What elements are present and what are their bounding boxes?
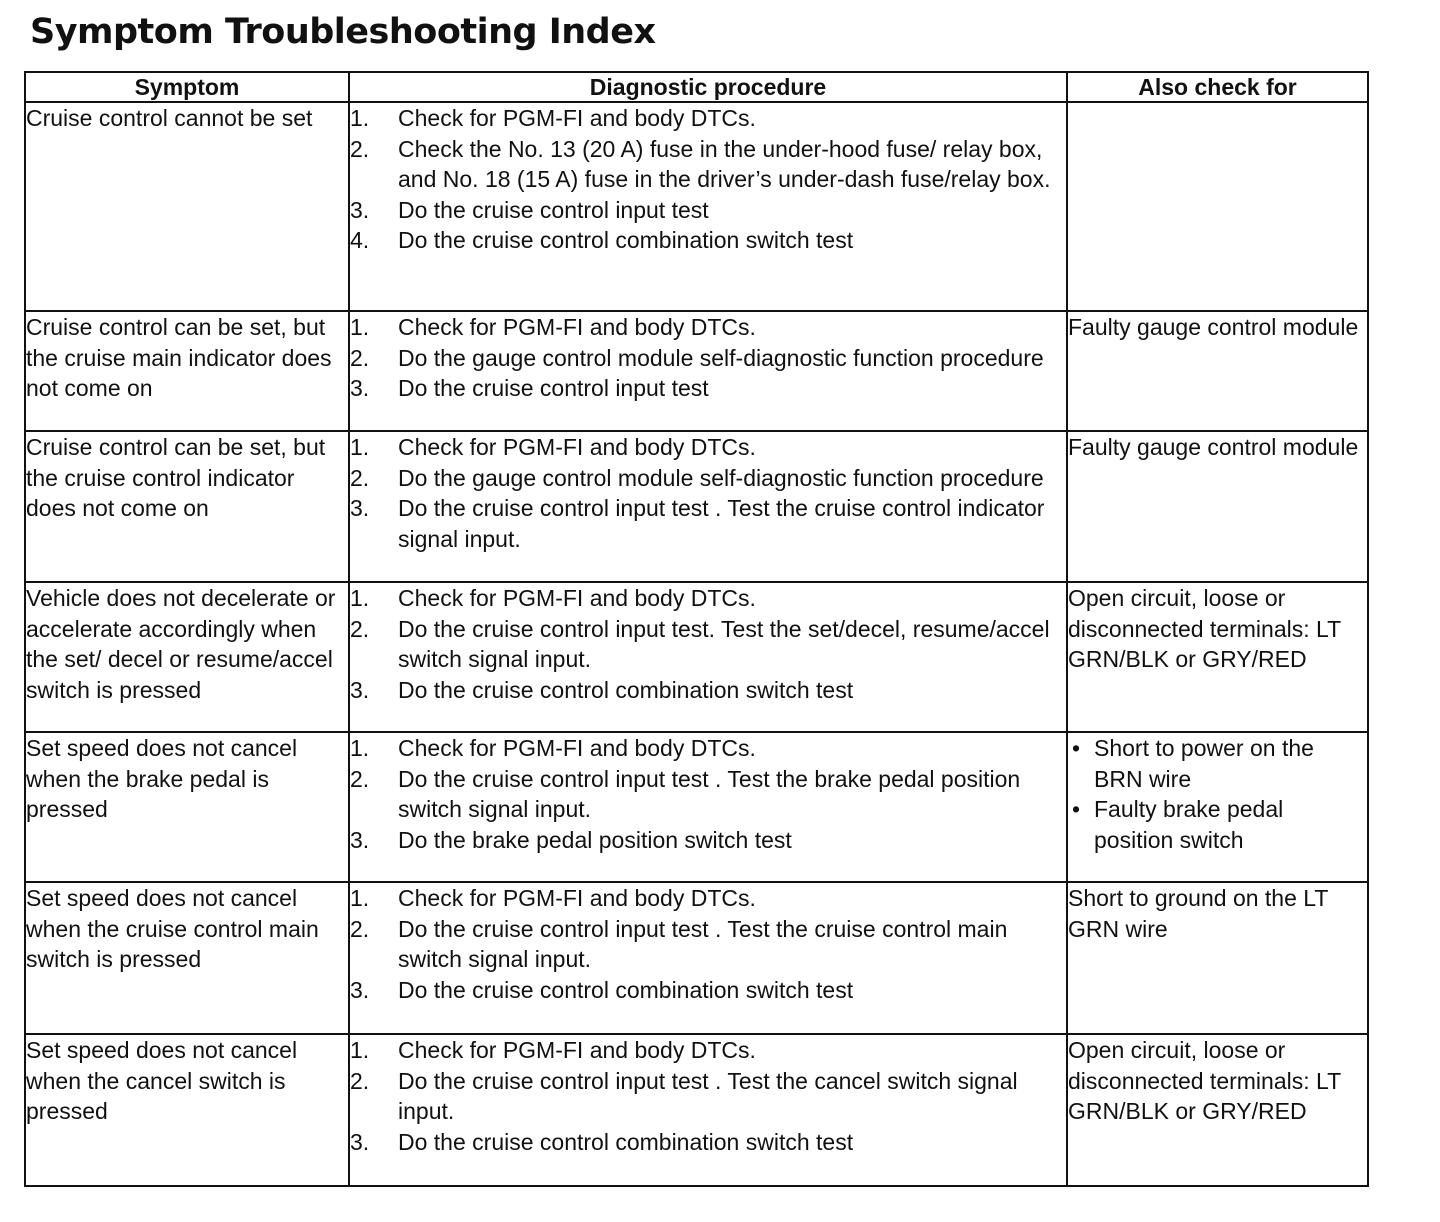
- procedure-step: [350, 493, 1066, 554]
- table-row: [25, 582, 1368, 732]
- procedure-step: [350, 312, 1066, 343]
- step-text: Do the cruise control input test. Test the set/decel, resume/accel switch signal input.: [398, 615, 1050, 672]
- also-check-cell: [1067, 102, 1368, 311]
- step-number: 2.: [350, 135, 370, 162]
- procedure-step: [350, 883, 1066, 914]
- table-row: [25, 102, 1368, 311]
- step-number: 1.: [350, 585, 370, 611]
- step-number: 1.: [350, 434, 370, 460]
- step-text: Do the cruise control input test . Test the cruise control indicator signal input.: [398, 495, 1045, 552]
- also-check-cell: Open circuit, loose or disconnected terminals: LT GRN/BLK or GRY/RED: [1067, 582, 1368, 732]
- step-number: 1.: [350, 1037, 370, 1063]
- step-text: Check for PGM-FI and body DTCs.: [398, 1037, 756, 1063]
- procedure-step: [350, 225, 1066, 256]
- procedure-step: [350, 675, 1066, 706]
- step-number: 1.: [350, 885, 370, 911]
- step-number: 3.: [350, 375, 370, 401]
- table-row: [25, 732, 1368, 882]
- also-check-bullet: [1068, 733, 1367, 794]
- step-number: 3.: [350, 1128, 370, 1155]
- procedure-step: [350, 733, 1066, 764]
- step-text: Check for PGM-FI and body DTCs.: [398, 314, 756, 340]
- table-header-row: [25, 72, 1368, 102]
- bullet-text: Faulty brake pedal position switch: [1094, 796, 1284, 853]
- procedure-step: [350, 914, 1066, 975]
- procedure-cell: [349, 732, 1067, 882]
- page-title: Symptom Troubleshooting Index: [30, 12, 656, 52]
- procedure-step: [350, 1035, 1066, 1066]
- procedure-step: [350, 103, 1066, 134]
- symptom-cell: Set speed does not cancel when the cancel switch is pressed: [25, 1034, 349, 1186]
- table-row: [25, 1034, 1368, 1186]
- table-row: [25, 882, 1368, 1034]
- symptom-cell: Set speed does not cancel when the brake pedal is pressed: [25, 732, 349, 882]
- procedure-step: [350, 195, 1066, 226]
- procedure-step: [350, 583, 1066, 614]
- procedure-step: [350, 825, 1066, 856]
- procedure-step: [350, 764, 1066, 825]
- step-text: Check for PGM-FI and body DTCs.: [398, 735, 756, 761]
- procedure-step: [350, 432, 1066, 463]
- step-text: Check for PGM-FI and body DTCs.: [398, 434, 756, 460]
- step-number: 3.: [350, 976, 370, 1003]
- also-check-bullet: [1068, 794, 1367, 855]
- also-check-cell: Faulty gauge control module: [1067, 431, 1368, 582]
- procedure-cell: [349, 882, 1067, 1034]
- step-text: Check for PGM-FI and body DTCs.: [398, 105, 756, 131]
- step-number: 2.: [350, 615, 370, 642]
- procedure-cell: [349, 582, 1067, 732]
- procedure-step: [350, 463, 1066, 494]
- bullet-icon: •: [1072, 796, 1081, 822]
- step-text: Do the cruise control combination switch test: [398, 227, 854, 253]
- procedure-cell: [349, 102, 1067, 311]
- also-check-cell: [1067, 732, 1368, 882]
- procedure-step: [350, 134, 1066, 195]
- procedure-step: [350, 614, 1066, 675]
- step-text: Do the cruise control input test . Test the brake pedal position switch signal input.: [398, 765, 1021, 822]
- also-check-cell: Short to ground on the LT GRN wire: [1067, 882, 1368, 1034]
- troubleshooting-table: [24, 71, 1369, 1187]
- also-check-cell: Faulty gauge control module: [1067, 311, 1368, 431]
- step-text: Check the No. 13 (20 A) fuse in the under-hood fuse/ relay box, and No. 18 (15 A) fuse in the driver’s under-dash fuse/relay box.: [398, 135, 1051, 192]
- header-also-check-for: Also check for: [1067, 72, 1368, 102]
- step-number: 3.: [350, 676, 370, 703]
- header-diagnostic-procedure: Diagnostic procedure: [349, 72, 1067, 102]
- step-number: 3.: [350, 826, 370, 853]
- step-text: Do the cruise control input test: [398, 196, 709, 223]
- step-text: Do the cruise control combination switch test: [398, 676, 854, 703]
- procedure-cell: [349, 431, 1067, 582]
- step-number: 3.: [350, 196, 370, 223]
- step-text: Check for PGM-FI and body DTCs.: [398, 885, 756, 911]
- symptom-cell: Cruise control cannot be set: [25, 102, 349, 311]
- step-text: Do the cruise control input test . Test the cancel switch signal input.: [398, 1067, 1018, 1124]
- step-text: Check for PGM-FI and body DTCs.: [398, 585, 756, 611]
- step-number: 4.: [350, 227, 370, 253]
- symptom-cell: Cruise control can be set, but the cruise control indicator does not come on: [25, 431, 349, 582]
- procedure-step: [350, 343, 1066, 374]
- step-text: Do the cruise control combination switch test: [398, 976, 854, 1003]
- step-text: Do the gauge control module self-diagnostic function procedure: [398, 344, 1044, 371]
- step-text: Do the cruise control combination switch test: [398, 1128, 854, 1155]
- step-text: Do the cruise control input test: [398, 375, 709, 401]
- table-row: [25, 431, 1368, 582]
- procedure-step: [350, 373, 1066, 404]
- procedure-step: [350, 1127, 1066, 1158]
- procedure-cell: [349, 311, 1067, 431]
- procedure-step: [350, 975, 1066, 1006]
- step-number: 3.: [350, 495, 370, 521]
- step-number: 1.: [350, 735, 370, 761]
- table-row: [25, 311, 1368, 431]
- step-number: 2.: [350, 1067, 370, 1094]
- step-text: Do the brake pedal position switch test: [398, 826, 792, 853]
- step-number: 2.: [350, 915, 370, 942]
- also-check-cell: Open circuit, loose or disconnected terminals: LT GRN/BLK or GRY/RED: [1067, 1034, 1368, 1186]
- step-number: 1.: [350, 105, 370, 131]
- bullet-text: Short to power on the BRN wire: [1094, 735, 1314, 792]
- step-text: Do the gauge control module self-diagnostic function procedure: [398, 464, 1044, 491]
- step-number: 2.: [350, 464, 370, 491]
- step-number: 2.: [350, 765, 370, 792]
- header-symptom: Symptom: [25, 72, 349, 102]
- symptom-cell: Set speed does not cancel when the cruise control main switch is pressed: [25, 882, 349, 1034]
- step-text: Do the cruise control input test . Test the cruise control main switch signal input.: [398, 915, 1008, 972]
- step-number: 1.: [350, 314, 370, 340]
- procedure-step: [350, 1066, 1066, 1127]
- symptom-cell: Vehicle does not decelerate or accelerate accordingly when the set/ decel or resume/accel switch is pressed: [25, 582, 349, 732]
- procedure-cell: [349, 1034, 1067, 1186]
- step-number: 2.: [350, 344, 370, 371]
- symptom-cell: Cruise control can be set, but the cruise main indicator does not come on: [25, 311, 349, 431]
- bullet-icon: •: [1072, 735, 1081, 761]
